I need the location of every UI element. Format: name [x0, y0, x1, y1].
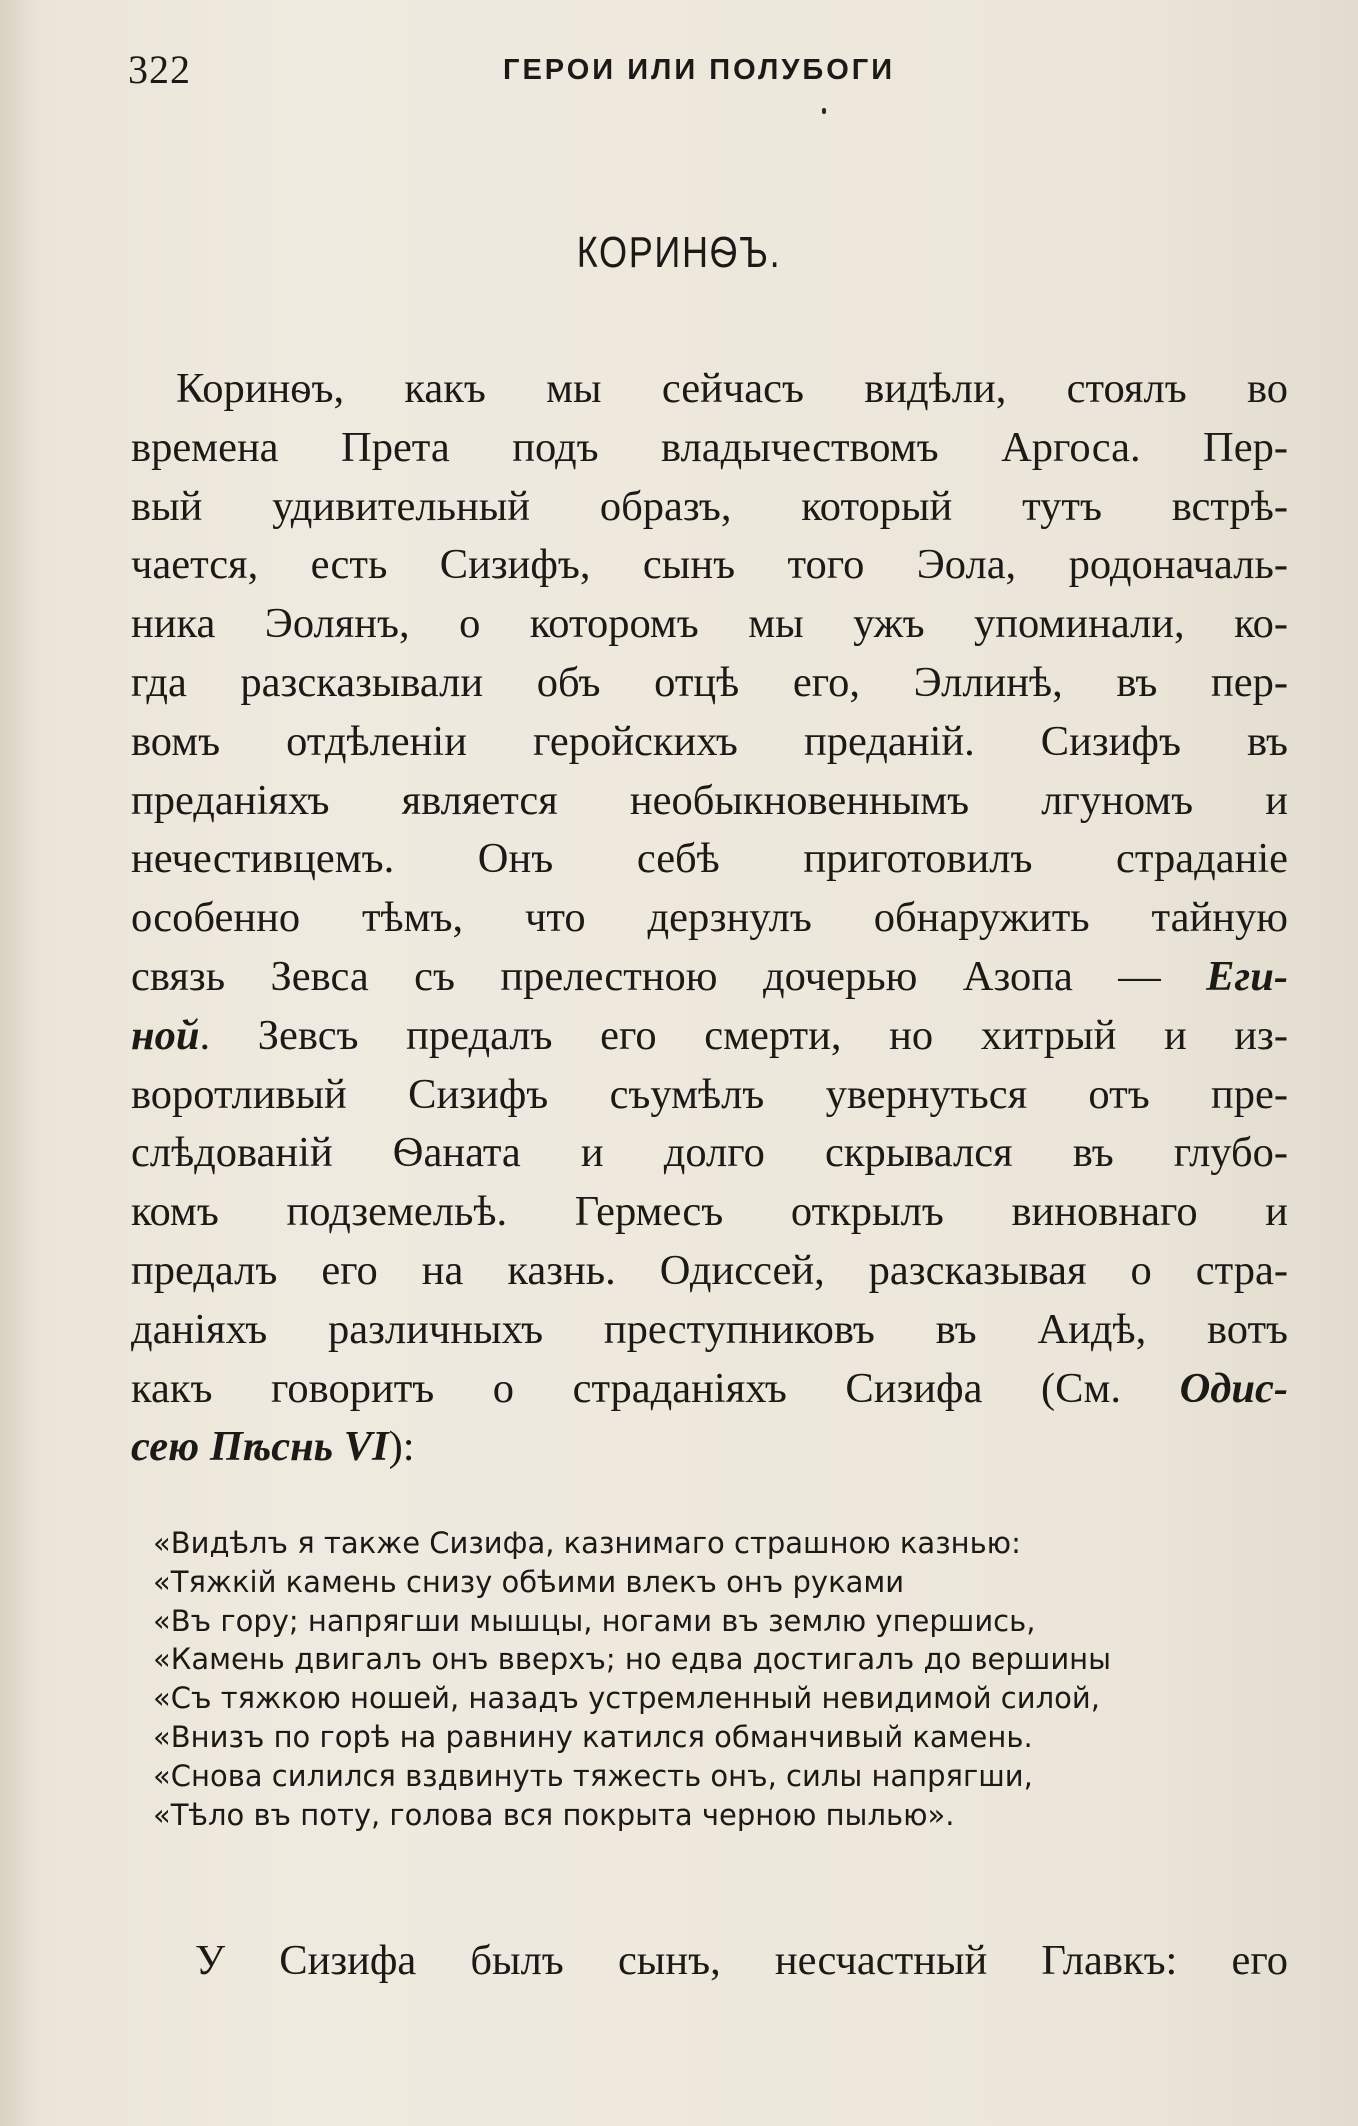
chapter-title: КОРИНѲЪ.	[576, 228, 782, 277]
text-segment: воротливый Сизифъ съумѣлъ увернуться отъ пре-	[131, 1070, 1288, 1118]
italic-text: сею Пѣснь VI	[131, 1423, 389, 1471]
text-segment: . Зевсъ предалъ его смерти, но хитрый и из-	[199, 1011, 1288, 1059]
text-line	[131, 1183, 1288, 1242]
verse-line: «Внизъ по горѣ на равнину катился обманчивый камень.	[153, 1719, 1033, 1754]
verse-line: «Камень двигалъ онъ вверхъ; но едва достигалъ до вершины	[153, 1642, 1112, 1677]
ink-speck	[822, 108, 826, 114]
italic-text: Еги-	[1206, 952, 1288, 1000]
text-segment: предалъ его на казнь. Одиссей, разсказывая о стра-	[131, 1246, 1288, 1294]
text-line	[131, 595, 1288, 654]
text-line	[131, 478, 1288, 537]
verse-line: «Видѣлъ я также Сизифа, казнимаго страшною казнью:	[153, 1526, 1021, 1560]
text-line	[131, 713, 1288, 772]
verse-line: «Съ тяжкою ношей, назадъ устремленный невидимой силой,	[153, 1681, 1100, 1716]
verse-quotation	[153, 1524, 1233, 1834]
running-head	[128, 40, 1290, 100]
text-line	[131, 948, 1288, 1007]
text-segment: ):	[388, 1423, 415, 1471]
text-line	[131, 889, 1288, 948]
text-segment: какъ говоритъ о страданіяхъ Сизифа (См.	[131, 1364, 1180, 1412]
text-segment: вомъ отдѣленіи геройскихъ преданій. Сизифъ въ	[131, 717, 1288, 765]
text-line	[131, 1360, 1288, 1419]
text-line	[131, 1418, 1288, 1477]
text-segment: чается, есть Сизифъ, сынъ того Эола, родоначаль-	[131, 541, 1288, 589]
body-paragraph	[131, 360, 1288, 1477]
verse-line: «Тѣло въ поту, голова вся покрыта черною пылью».	[153, 1797, 955, 1832]
text-segment: слѣдованій Ѳаната и долго скрывался въ глубо-	[131, 1129, 1288, 1177]
text-line	[131, 360, 1288, 419]
text-segment: комъ подземельѣ. Гермесъ открылъ виновнаго и	[131, 1188, 1288, 1236]
text-line	[131, 654, 1288, 713]
text-segment: Коринѳъ, какъ мы сейчасъ видѣли, стоялъ во	[176, 365, 1288, 412]
text-line	[131, 536, 1288, 595]
text-line	[131, 419, 1288, 478]
text-segment: нечестивцемъ. Онъ себѣ приготовилъ страданіе	[131, 835, 1288, 883]
running-title: ГЕРОИ ИЛИ ПОЛУБОГИ	[503, 54, 896, 86]
text-segment: времена Прета подъ владычествомъ Аргоса. Пер-	[131, 423, 1288, 471]
continuing-paragraph-line: У Сизифа былъ сынъ, несчастный Главкъ: его	[195, 1937, 1288, 1984]
verse-line: «Въ гору; напрягши мышцы, ногами въ землю упершись,	[153, 1603, 1036, 1638]
text-segment: особенно тѣмъ, что дерзнулъ обнаружить тайную	[131, 894, 1288, 942]
text-line	[131, 772, 1288, 831]
text-segment: даніяхъ различныхъ преступниковъ въ Аидѣ, вотъ	[131, 1305, 1288, 1353]
text-segment: преданіяхъ является необыкновеннымъ лгуномъ и	[131, 776, 1288, 824]
text-line	[131, 1007, 1288, 1066]
text-segment: связь Зевса съ прелестною дочерью Азопа —	[131, 952, 1207, 1000]
italic-text: Одис-	[1179, 1364, 1288, 1412]
text-line	[131, 1066, 1288, 1125]
text-line	[131, 1242, 1288, 1301]
text-segment: ника Эолянъ, о которомъ мы ужъ упоминали, ко-	[131, 600, 1288, 648]
text-line	[131, 1124, 1288, 1183]
text-segment: вый удивительный образъ, который тутъ встрѣ-	[131, 482, 1288, 530]
text-segment: гда разсказывали объ отцѣ его, Эллинѣ, въ пер-	[131, 658, 1288, 706]
verse-line: «Снова силился вздвинуть тяжесть онъ, силы напрягши,	[153, 1758, 1033, 1793]
verse-line: «Тяжкій камень снизу обѣими влекъ онъ руками	[153, 1564, 905, 1599]
italic-text: ной	[131, 1011, 200, 1059]
text-line	[131, 1301, 1288, 1360]
text-line	[131, 830, 1288, 889]
page-number: 322	[128, 47, 191, 92]
